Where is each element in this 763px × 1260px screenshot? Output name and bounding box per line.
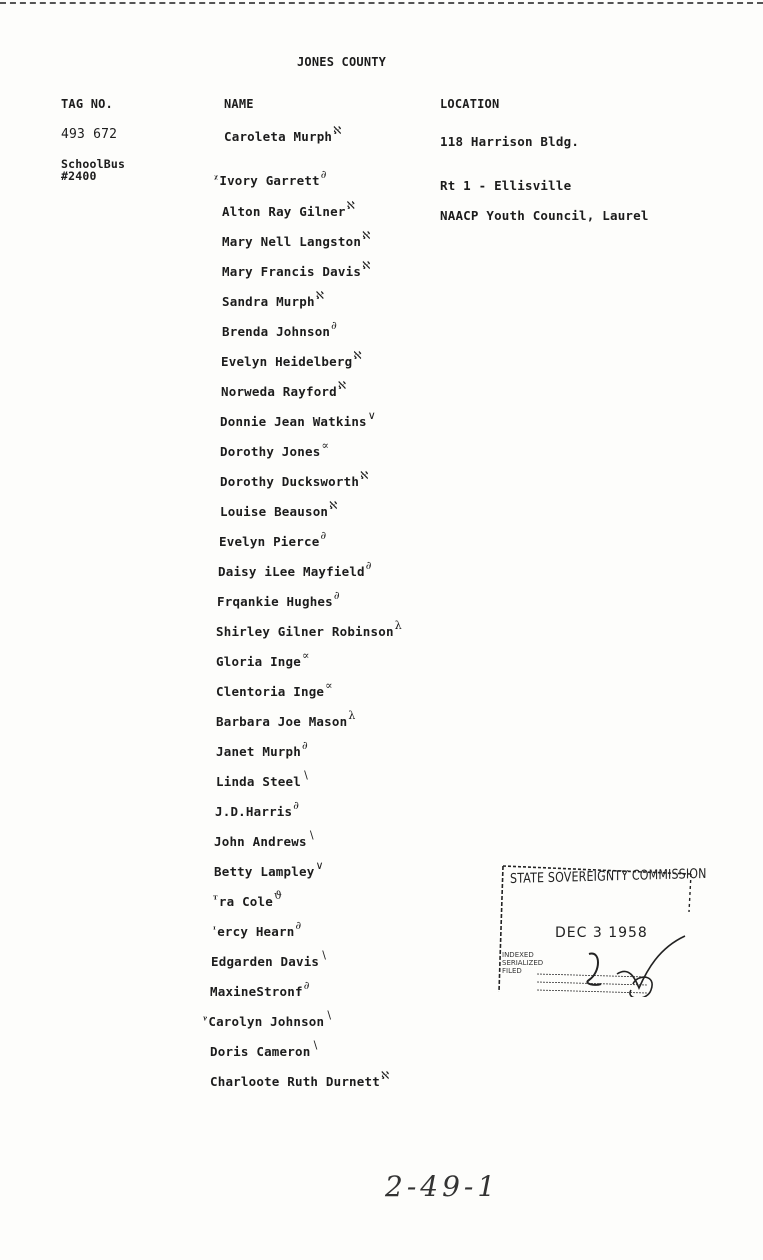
check-mark-icon: ℵ — [315, 289, 325, 302]
check-mark-icon: ℵ — [362, 229, 371, 242]
check-mark-icon: ∂ — [295, 919, 302, 932]
name-row — [219, 529, 327, 549]
name-row — [210, 1069, 390, 1089]
check-mark-icon: ℵ — [346, 199, 356, 212]
check-mark-icon: ∖ — [320, 949, 328, 962]
header-tag-no: TAG NO. — [61, 97, 113, 111]
tick-mark-icon: ᵡ — [214, 174, 219, 185]
name-text: Dorothy Jones — [220, 444, 321, 459]
name-text: John Andrews — [214, 834, 307, 849]
check-mark-icon: ∖ — [325, 1009, 333, 1022]
check-mark-icon: ∖ — [301, 769, 310, 782]
name-text: ercy Hearn — [217, 924, 295, 939]
stamp-filed-label: FILED — [502, 967, 522, 975]
check-mark-icon: ℵ — [337, 379, 347, 392]
stamp-date: DEC 3 1958 — [555, 925, 648, 941]
name-row — [222, 319, 338, 339]
name-row — [222, 259, 371, 279]
check-mark-icon: ℵ — [360, 469, 369, 482]
check-mark-icon: ∂ — [320, 168, 327, 181]
tag-school-bus-label: SchoolBus — [61, 157, 126, 171]
name-text: Gloria Inge — [216, 654, 301, 669]
name-text: Linda Steel — [216, 774, 301, 789]
name-row — [222, 229, 371, 249]
check-mark-icon: ∖ — [307, 829, 315, 842]
name-row — [213, 889, 283, 909]
name-text: Evelyn Heidelberg — [221, 354, 353, 369]
name-row — [217, 589, 340, 609]
name-text: Donnie Jean Watkins — [220, 414, 367, 429]
name-row — [216, 769, 310, 789]
smudge-mark-icon: ᶦ — [213, 925, 217, 936]
check-mark-icon: ∂ — [320, 529, 327, 542]
tick-mark-icon: ᵞ — [203, 1015, 208, 1026]
name-text: Mary Francis Davis — [222, 264, 362, 279]
check-mark-icon: ∨ — [315, 859, 324, 872]
location-row: 118 Harrison Bldg. — [440, 134, 580, 149]
name-row — [220, 439, 330, 459]
stamp-serialized-label: SERIALIZED — [502, 959, 544, 967]
name-text: Evelyn Pierce — [219, 534, 320, 549]
name-row — [216, 709, 356, 729]
name-row — [218, 559, 372, 579]
name-text: Barbara Joe Mason — [216, 714, 348, 729]
tag-school-bus-number: #2400 — [61, 169, 97, 183]
stamp-title: STATE SOVEREIGNTY COMMISSION — [510, 865, 707, 887]
name-row — [216, 739, 308, 759]
check-mark-icon: ℵ — [333, 124, 342, 137]
header-name: NAME — [224, 97, 254, 111]
tag-number: 493 672 — [61, 127, 118, 142]
name-row — [224, 124, 342, 144]
name-row — [222, 199, 356, 219]
check-mark-icon: ∨ — [367, 409, 377, 422]
name-row — [210, 1039, 319, 1059]
smudge-mark-icon: ᵁ — [213, 895, 218, 906]
check-mark-icon: ∂ — [333, 589, 340, 602]
name-row — [220, 409, 377, 429]
location-row: NAACP Youth Council, Laurel — [440, 208, 649, 223]
name-text: Betty Lampley — [214, 864, 315, 879]
county-title: JONES COUNTY — [297, 55, 387, 69]
name-text: Norweda Rayford — [221, 384, 337, 399]
check-mark-icon: ∂ — [331, 319, 338, 332]
name-row — [203, 1009, 333, 1029]
name-text: Alton Ray Gilner — [222, 204, 346, 219]
name-row — [211, 949, 328, 969]
check-mark-icon: ∂ — [301, 739, 308, 752]
name-row — [216, 679, 333, 699]
name-text: Daisy iLee Mayfield — [218, 564, 365, 579]
check-mark-icon: ∝ — [325, 679, 333, 692]
document-number: 2-49-1 — [385, 1170, 500, 1203]
name-row — [213, 919, 302, 939]
name-text: ra Cole — [218, 894, 273, 909]
check-mark-icon: ∖ — [311, 1039, 319, 1052]
name-text: Ivory Garrett — [219, 173, 320, 188]
name-text: Charloote Ruth Durnett — [210, 1074, 380, 1089]
name-text: Frqankie Hughes — [217, 594, 333, 609]
stamp-indexed-label: INDEXED — [502, 951, 534, 959]
name-text: Janet Murph — [216, 744, 301, 759]
name-row — [214, 829, 315, 849]
name-row — [215, 799, 300, 819]
location-row: Rt 1 - Ellisville — [440, 178, 572, 193]
check-mark-icon: ∂ — [303, 979, 310, 992]
name-row — [210, 979, 310, 999]
name-text: J.D.Harris — [215, 804, 293, 819]
check-mark-icon: ϑ — [273, 889, 283, 902]
name-row — [214, 168, 327, 188]
check-mark-icon: ∝ — [301, 649, 310, 662]
check-mark-icon: λ — [394, 619, 402, 632]
check-mark-icon: ∂ — [293, 799, 300, 812]
name-text: Clentoria Inge — [216, 684, 325, 699]
name-row — [214, 859, 324, 879]
tag-school-bus — [61, 158, 125, 182]
name-row — [216, 649, 310, 669]
name-row — [220, 499, 338, 519]
name-text: Mary Nell Langston — [222, 234, 362, 249]
name-text: Caroleta Murph — [224, 129, 333, 144]
check-mark-icon: λ — [348, 709, 356, 722]
top-border-line — [0, 2, 763, 4]
name-text: Louise Beauson — [220, 504, 329, 519]
name-row — [221, 379, 347, 399]
name-row — [222, 289, 325, 309]
header-location: LOCATION — [440, 97, 500, 111]
name-text: MaxineStronf — [210, 984, 303, 999]
name-text: Shirley Gilner Robinson — [216, 624, 394, 639]
name-text: Doris Cameron — [210, 1044, 311, 1059]
name-text: Dorothy Ducksworth — [220, 474, 360, 489]
name-text: Carolyn Johnson — [208, 1014, 325, 1029]
check-mark-icon: ∂ — [365, 559, 372, 572]
name-text: Edgarden Davis — [211, 954, 320, 969]
name-row — [216, 619, 402, 639]
name-text: Sandra Murph — [222, 294, 315, 309]
check-mark-icon: ℵ — [380, 1069, 390, 1082]
check-mark-icon: ℵ — [353, 349, 362, 362]
check-mark-icon: ∝ — [321, 439, 330, 452]
name-text: Brenda Johnson — [222, 324, 331, 339]
name-row — [220, 469, 369, 489]
check-mark-icon: ℵ — [329, 499, 338, 512]
check-mark-icon: ℵ — [362, 259, 371, 272]
name-row — [221, 349, 362, 369]
